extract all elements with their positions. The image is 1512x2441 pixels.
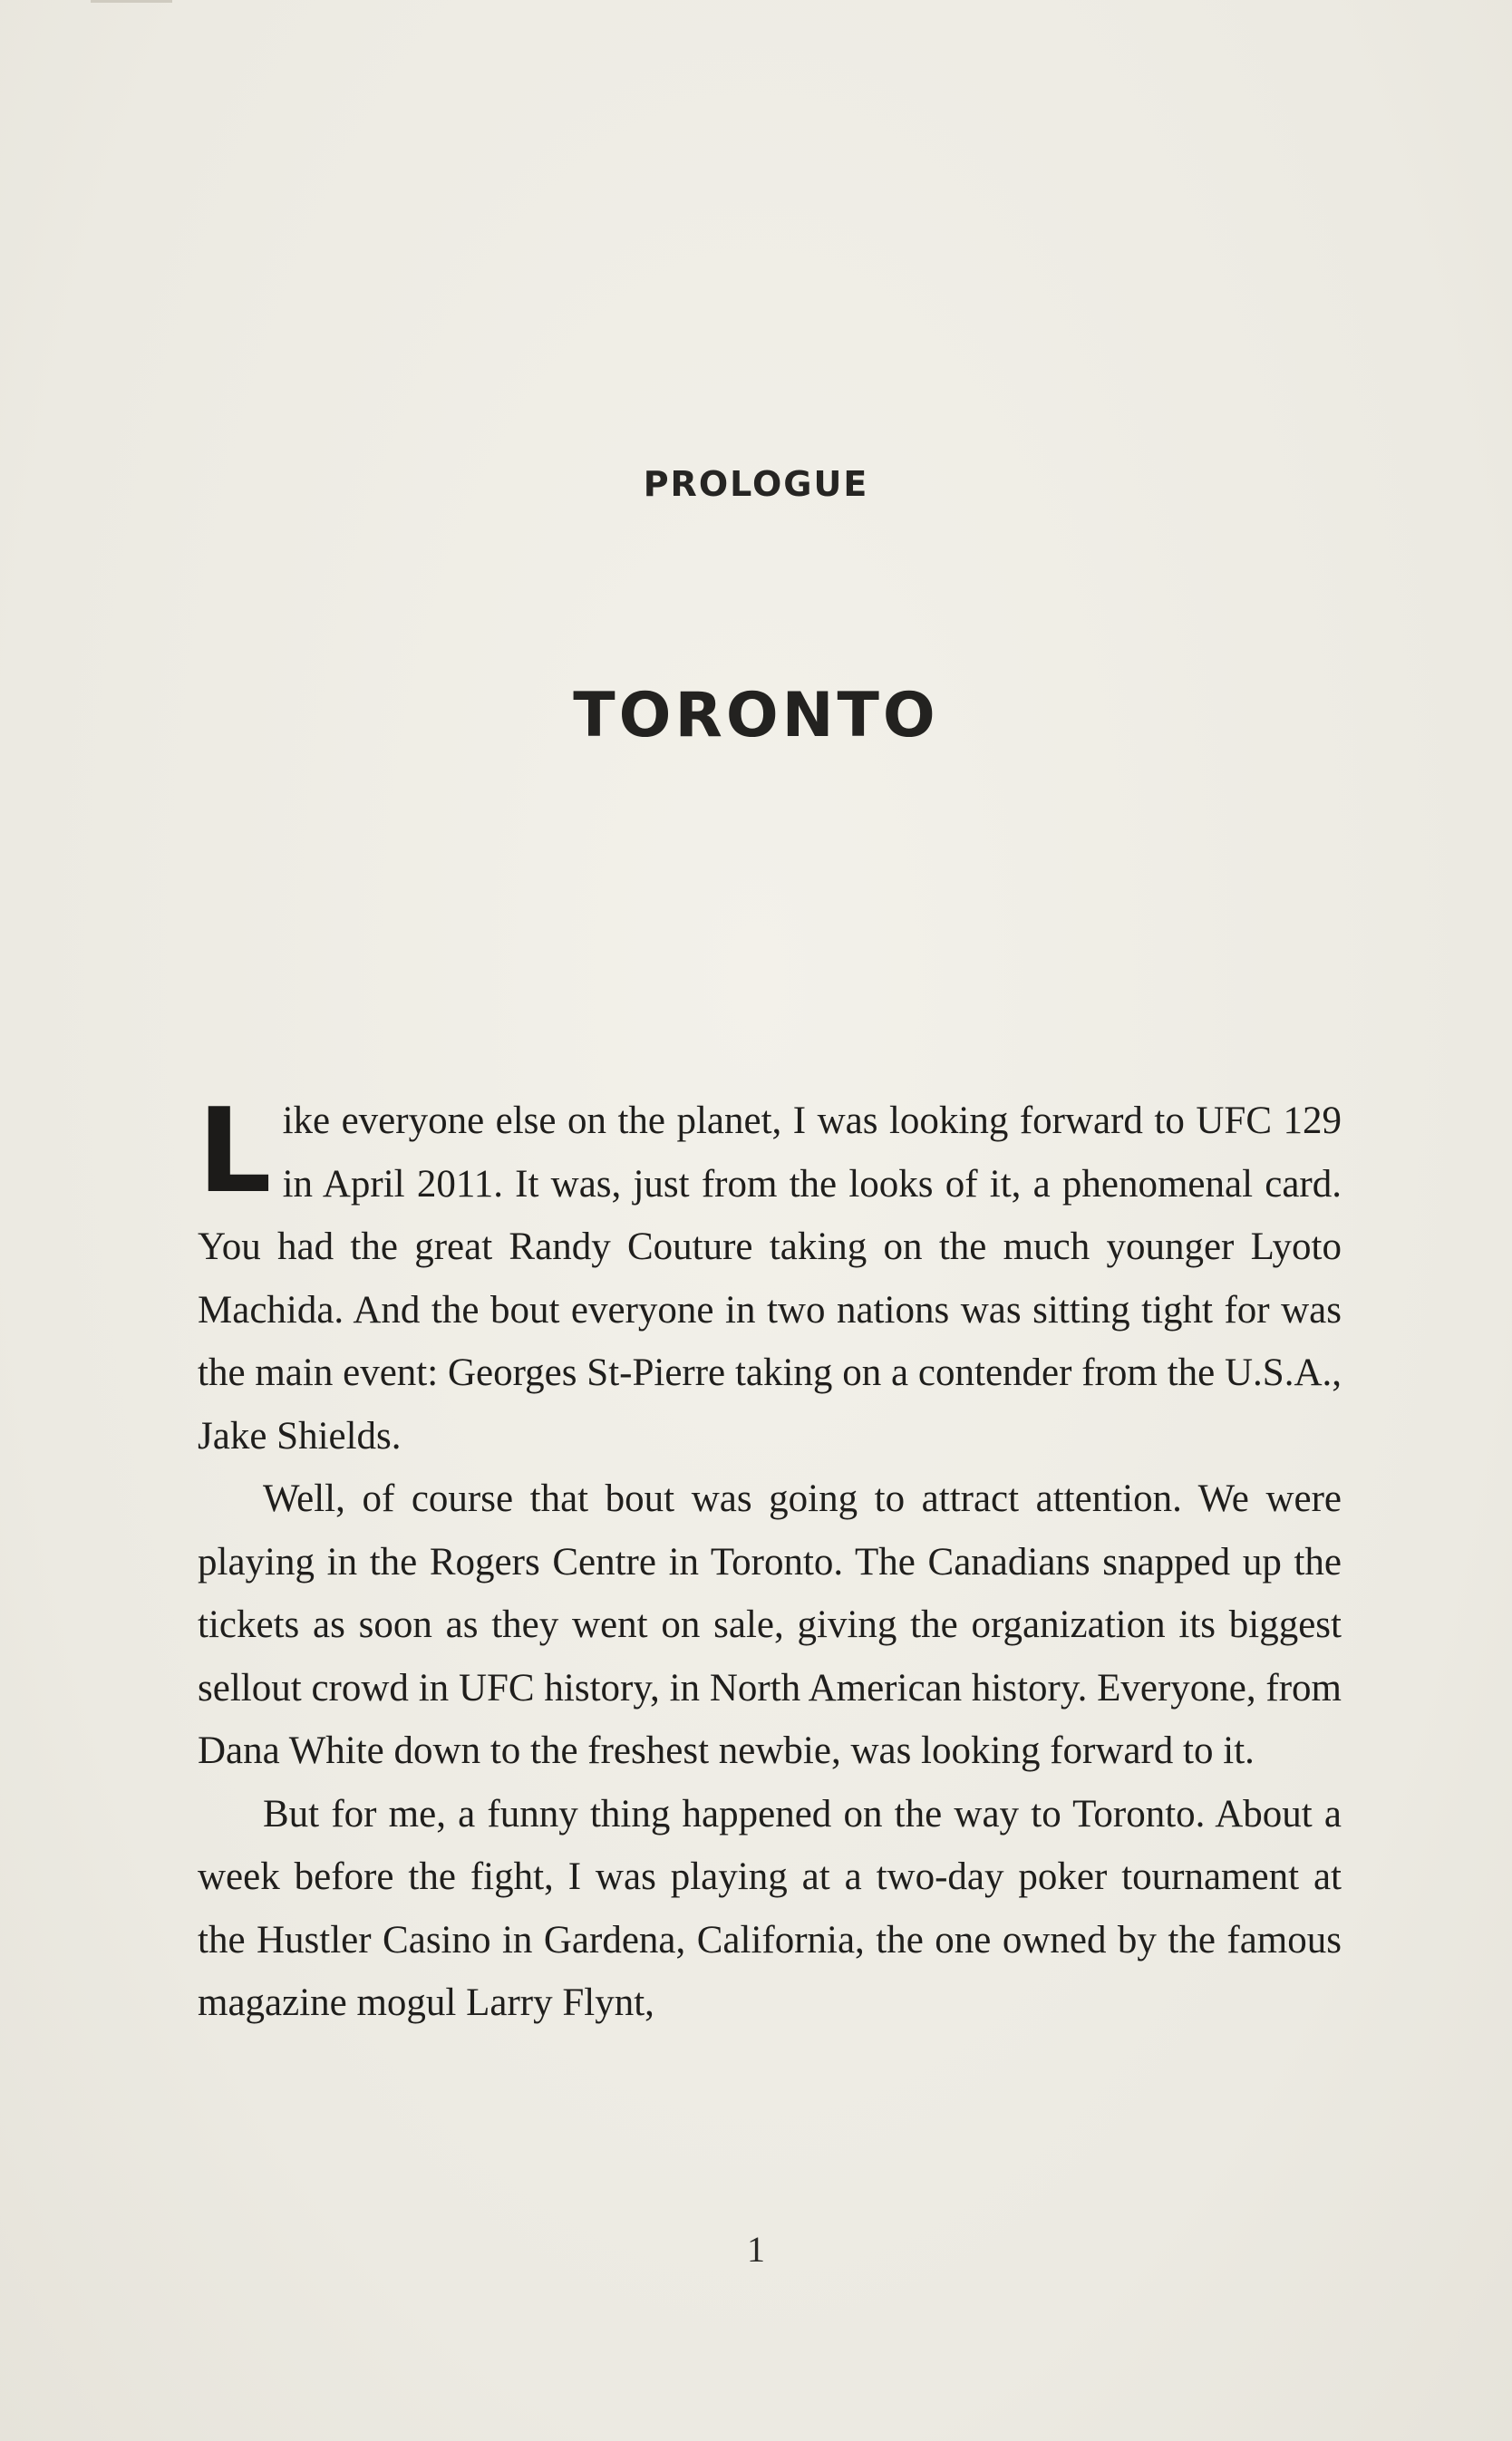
- body-text: [198, 1084, 1342, 2035]
- chapter-kicker: PROLOGUE: [643, 464, 869, 504]
- page-number: 1: [747, 2229, 765, 2270]
- paragraph: Well, of course that bout was going to attract attention. We were playing in the Rogers Centre in Toronto. The Canadians snapped up the tickets as soon as they went on sale, giving the organization its biggest sellout crowd in UFC history, in North American history. Everyone, from Dana White down to the freshest newbie, was looking forward to it.: [198, 1477, 1342, 1772]
- top-edge-rule: [91, 0, 172, 3]
- paragraph-text: ike everyone else on the planet, I was looking forward to UFC 129 in April 2011. It was, just from the looks of it, a phenomenal card. You had the great Randy Couture taking on the much younger Lyoto Machida. And the bout everyone in two nations was sitting tight for was the main event: Georges St-Pierre taking on a contender from the U.S.A., Jake Shields.: [198, 1099, 1342, 1458]
- paragraph: [198, 1084, 1342, 1468]
- paragraph: But for me, a funny thing happened on the way to Toronto. About a week before the fight, I was playing at a two-day poker tournament at the Hustler Casino in Gardena, California, the one owned by the famous magazine mogul Larry Flynt,: [198, 1792, 1342, 2024]
- drop-cap: L: [198, 1084, 272, 1219]
- chapter-title: TORONTO: [573, 680, 939, 751]
